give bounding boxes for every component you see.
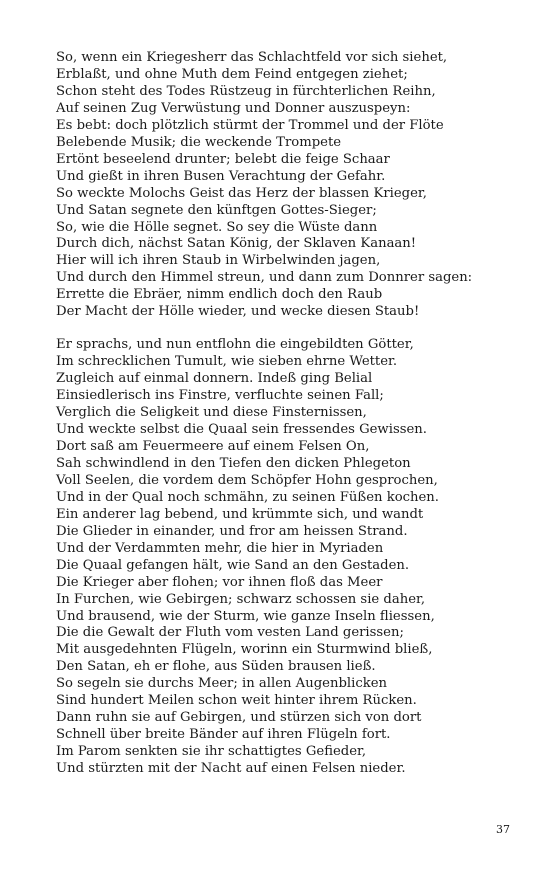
verse-line: Er sprachs, und nun entflohn die eingebildten Götter, bbox=[56, 337, 414, 353]
poem-text bbox=[56, 50, 516, 778]
verse-line: Dort saß am Feuermeere auf einem Felsen On, bbox=[56, 438, 370, 454]
verse-line: Einsiedlerisch ins Finstre, verfluchte seinen Fall; bbox=[56, 388, 384, 404]
verse-line: Und in der Qual noch schmähn, zu seinen Füßen kochen. bbox=[56, 489, 439, 505]
verse-line: Mit ausgedehnten Flügeln, worinn ein Sturmwind bließ, bbox=[56, 642, 433, 658]
verse-line: Sah schwindlend in den Tiefen den dicken Phlegeton bbox=[56, 455, 411, 471]
verse-line: So, wie die Hölle segnet. So sey die Wüste dann bbox=[56, 219, 378, 235]
verse-line: So weckte Molochs Geist das Herz der blassen Krieger, bbox=[56, 185, 427, 201]
verse-line: Verglich die Seligkeit und diese Finsternissen, bbox=[56, 405, 367, 421]
verse-line: Und Satan segnete den künftgen Gottes-Sieger; bbox=[56, 202, 377, 218]
verse-line: Und der Verdammten mehr, die hier in Myriaden bbox=[56, 540, 384, 556]
verse-line: Auf seinen Zug Verwüstung und Donner auszuspeyn: bbox=[56, 100, 411, 116]
verse-line: So, wenn ein Kriegesherr das Schlachtfeld vor sich siehet, bbox=[56, 50, 448, 65]
verse-line: Durch dich, nächst Satan König, der Sklaven Kanaan! bbox=[56, 236, 417, 252]
verse-line: Die Krieger aber flohen; vor ihnen floß das Meer bbox=[56, 574, 383, 590]
verse-line: Und gießt in ihren Busen Verachtung der Gefahr. bbox=[56, 168, 386, 184]
verse-line: Errette die Ebräer, nimm endlich doch den Raub bbox=[56, 287, 383, 303]
verse-line: Ein anderer lag bebend, und krümmte sich, und wandt bbox=[56, 506, 424, 522]
verse-line: Die Quaal gefangen hält, wie Sand an den Gestaden. bbox=[56, 557, 410, 573]
verse-line: Im schrecklichen Tumult, wie sieben ehrne Wetter. bbox=[56, 354, 398, 370]
verse-line: Der Macht der Hölle wieder, und wecke diesen Staub! bbox=[56, 304, 420, 320]
verse-line: Belebende Musik; die weckende Trompete bbox=[56, 134, 342, 150]
verse-line: Es bebt: doch plötzlich stürmt der Trommel und der Flöte bbox=[56, 117, 444, 133]
stanza-2 bbox=[56, 337, 516, 778]
verse-line: Und stürzten mit der Nacht auf einen Felsen nieder. bbox=[56, 761, 406, 777]
verse-line: Sind hundert Meilen schon weit hinter ihrem Rücken. bbox=[56, 693, 417, 709]
verse-line: Zugleich auf einmal donnern. Indeß ging Belial bbox=[56, 371, 373, 387]
verse-line: Die die Gewalt der Fluth vom vesten Land gerissen; bbox=[56, 625, 404, 641]
verse-line: Den Satan, eh er flohe, aus Süden brausen ließ. bbox=[56, 659, 376, 675]
verse-line: So segeln sie durchs Meer; in allen Augenblicken bbox=[56, 676, 387, 692]
page-number: 37 bbox=[496, 823, 510, 836]
verse-line: Die Glieder in einander, und fror am heissen Strand. bbox=[56, 523, 408, 539]
verse-line: Erblaßt, und ohne Muth dem Feind entgegen ziehet; bbox=[56, 66, 408, 82]
verse-line: In Furchen, wie Gebirgen; schwarz schossen sie daher, bbox=[56, 591, 426, 607]
verse-line: Voll Seelen, die vordem dem Schöpfer Hohn gesprochen, bbox=[56, 472, 438, 488]
verse-line: Ertönt beseelend drunter; belebt die feige Schaar bbox=[56, 151, 390, 167]
verse-line: Dann ruhn sie auf Gebirgen, und stürzen sich von dort bbox=[56, 710, 422, 726]
verse-line: Schon steht des Todes Rüstzeug in fürchterlichen Reihn, bbox=[56, 83, 436, 99]
verse-line: Schnell über breite Bänder auf ihren Flügeln fort. bbox=[56, 727, 391, 743]
verse-line: Und weckte selbst die Quaal sein fressendes Gewissen. bbox=[56, 422, 427, 438]
stanza-1 bbox=[56, 50, 516, 321]
verse-line: Und durch den Himmel streun, und dann zum Donnrer sagen: bbox=[56, 270, 473, 286]
verse-line: Im Parom senkten sie ihr schattigtes Gefieder, bbox=[56, 744, 367, 760]
verse-line: Und brausend, wie der Sturm, wie ganze Inseln fliessen, bbox=[56, 608, 435, 624]
verse-line: Hier will ich ihren Staub in Wirbelwinden jagen, bbox=[56, 253, 381, 269]
